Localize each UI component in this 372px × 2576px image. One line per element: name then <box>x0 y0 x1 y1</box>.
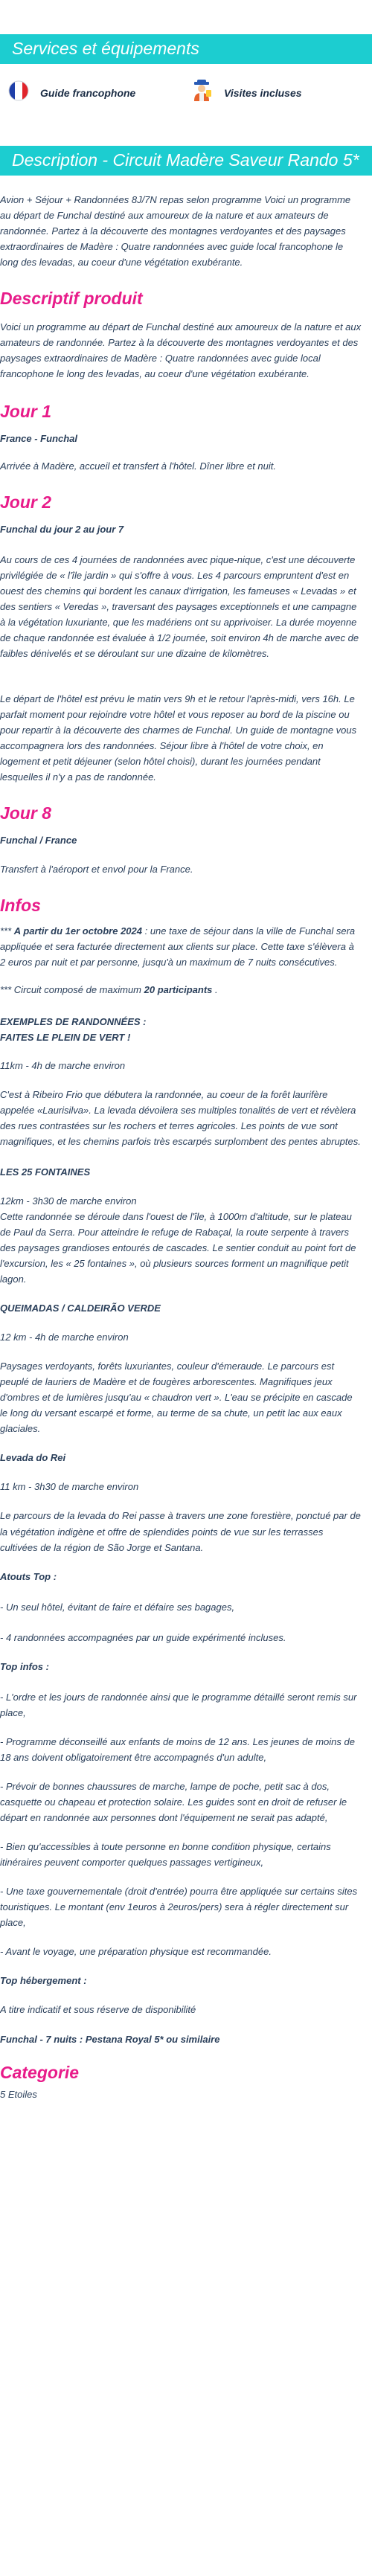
topinfo-item: - Une taxe gouvernementale (droit d'entrée) pourra être appliquée sur certains sites touristiques. Le montant (env 1euros à 2euros/pers) sera à régler directement sur place, <box>0 1886 358 1929</box>
infos-tax-note <box>0 923 362 970</box>
hike-duration: 11km - 4h de marche environ <box>0 1059 126 1071</box>
atout-item: - 4 randonnées accompagnées par un guide expérimenté incluses. <box>0 1631 286 1643</box>
examples-subtitle: FAITES LE PLEIN DE VERT ! <box>0 1032 131 1044</box>
atouts-title: Atouts Top : <box>0 1570 57 1582</box>
infos-participants-count: 20 participants <box>144 984 213 996</box>
day-paragraph: Au cours de ces 4 journées de randonnées avec pique-nique, c'est une découverte privilégiée de « l'île jardin » qui s'offre à vous. Les 4 parcours empruntent d'est en ouest des chemins qui bordent les canaux d'irrigation, les fameuses « Levadas » et des sentiers « Veredas », traversant des paysages exceptionnels et une campagne à la végétation luxuriante, que les madériens ont su apprivoiser. La durée moyenne de chaque randonnée est évaluée à 1/2 journée, soit environ 4h de marche avec de faibles dénivelés et se déroulant sur une dizaine de kilomètres. <box>0 553 359 660</box>
infos-participants-note <box>0 982 362 998</box>
day-paragraph: Arrivée à Madère, accueil et transfert à l'hôtel. Dîner libre et nuit. <box>0 460 276 472</box>
day-title: Jour 1 <box>0 401 52 421</box>
infos-date: A partir du 1er octobre 2024 <box>13 925 142 937</box>
hike-title: Levada do Rei <box>0 1452 66 1464</box>
day-title: Jour 2 <box>0 492 52 512</box>
services-title: Services et équipements <box>0 34 372 64</box>
hike-text: 12km - 3h30 de marche environ Cette randonnée se déroule dans l'ouest de l'île, à 1000m d'altitude, sur le plateau de Paul da Serra. Pour atteindre le refuge de Rabaçal, la route serpente à travers des paysages grandioses entourés de cascades. Le sentier conduit au point fort de l'excursion, les « 25 fontaines », où plusieurs sources forment un magnifique petit lagon. <box>0 1195 356 1285</box>
product-text: Voici un programme au départ de Funchal destiné aux amoureux de la nature et aux amateurs de randonnée. Partez à la découverte des montagnes verdoyantes et des paysages extraordinaires de Madère : Quatre randonnées avec guide local francophone le long des levadas, au coeur d'une végétation exubérante. <box>0 321 362 379</box>
hike-text: C'est à Ribeiro Frio que débutera la randonnée, au coeur de la forêt laurifère appelée «Laurisilva». La levada dévoilera ses multiples tonalités de vert et révèlera des rues contrastées sur les rochers et terres agricoles. Les points de vue sont magnifiques, et les chemins parfois très escarpés surplombent des pentes abruptes. <box>0 1088 361 1147</box>
hike-title: LES 25 FONTAINES <box>0 1166 91 1178</box>
topinfo-item: - L'ordre et les jours de randonnée ainsi que le programme détaillé seront remis sur place, <box>0 1691 357 1718</box>
category-title: Categorie <box>0 2062 80 2082</box>
day-subtitle: France - Funchal <box>0 432 78 444</box>
feature-label: Visites incluses <box>224 87 302 100</box>
day-paragraph: Le départ de l'hôtel est prévu le matin vers 9h et le retour l'après-midi, vers 16h. Le parfait moment pour rejoindre votre hôtel et vous reposer au bord de la piscine ou pour repartir à la découverte des charmes de Funchal. Un guide de montagne vous accompagnera lors des randonnées. Séjour libre à l'hôtel de votre choix, en logement et petit déjeuner (selon hôtel choisi), durant les journées pendant lesquelles il n'y a pas de randonnée. <box>0 693 357 783</box>
services-list <box>0 74 372 113</box>
tourist-guide-icon <box>190 79 214 108</box>
topinfo-item: - Bien qu'accessibles à toute personne en bonne condition physique, certains itinéraires peuvent comporter quelques passages vertigineux, <box>0 1841 331 1869</box>
description-intro: Avion + Séjour + Randonnées 8J/7N repas selon programme Voici un programme au départ de Funchal destiné aux amoureux de la nature et aux amateurs de randonnée. Partez à la découverte des montagnes verdoyantes et des paysages extraordinaires de Madère : Quatre randonnées avec guide local francophone le long des levadas, au coeur d'une végétation exubérante. <box>0 193 351 268</box>
feature-french-guide <box>7 80 190 107</box>
feature-label: Guide francophone <box>40 87 136 100</box>
examples-title: EXEMPLES DE RANDONNÉES : <box>0 1016 147 1028</box>
atout-item: - Un seul hôtel, évitant de faire et défaire ses bagages, <box>0 1601 235 1613</box>
infos-participants-suffix: . <box>212 984 218 996</box>
day-title: Jour 8 <box>0 803 52 823</box>
hike-duration: 11 km - 3h30 de marche environ <box>0 1481 139 1493</box>
product-title: Descriptif produit <box>0 288 143 308</box>
topinfos-title: Top infos : <box>0 1660 49 1672</box>
tophotel-title: Top hébergement : <box>0 1975 87 1987</box>
french-flag-icon <box>7 80 30 107</box>
description-title: Description - Circuit Madère Saveur Rando 5* <box>0 146 372 176</box>
topinfo-item: - Prévoir de bonnes chaussures de marche, lampe de poche, petit sac à dos, casquette ou chapeau et protection solaire. Les guides sont en droit de refuser le départ en randonnée aux personnes dont l'équipement ne serait pas adapté, <box>0 1781 347 1824</box>
infos-participants-prefix: *** Circuit composé de maximum <box>0 984 144 996</box>
category-value: 5 Etoiles <box>0 2089 37 2101</box>
hike-duration: 12 km - 4h de marche environ <box>0 1332 129 1343</box>
day-subtitle: Funchal du jour 2 au jour 7 <box>0 523 124 535</box>
day-paragraph: Transfert à l'aéroport et envol pour la France. <box>0 864 193 876</box>
day-subtitle: Funchal / France <box>0 835 77 847</box>
hotel-line: Funchal - 7 nuits : Pestana Royal 5* ou similaire <box>0 2033 220 2045</box>
feature-visits-included <box>190 79 372 108</box>
hike-title: QUEIMADAS / CALDEIRÃO VERDE <box>0 1303 161 1314</box>
infos-title: Infos <box>0 896 41 916</box>
topinfo-item: - Programme déconseillé aux enfants de moins de 12 ans. Les jeunes de moins de 18 ans doivent obligatoirement être accompagnés d'un adulte, <box>0 1735 355 1763</box>
topinfo-item: - Avant le voyage, une préparation physique est recommandée. <box>0 1946 272 1958</box>
infos-prefix: *** <box>0 925 14 937</box>
tophotel-text: A titre indicatif et sous réserve de disponibilité <box>0 2004 196 2016</box>
hike-text: Le parcours de la levada do Rei passe à travers une zone forestière, ponctué par de la végétation indigène et offre de splendides points de vue sur les terrasses cultivées de la région de São Jorge et Santana. <box>0 1510 361 1553</box>
hike-text: Paysages verdoyants, forêts luxuriantes, couleur d'émeraude. Le parcours est peuplé de lauriers de Madère et de fougères arborescentes. Magnifiques jeux d'ombres et de lumières jusqu'au « chaudron vert ». L'eau se précipite en cascade le long du versant escarpé et forme, au terme de sa chute, un petit lac aux eaux glaciales. <box>0 1361 353 1435</box>
infos-tax-text: : une taxe de séjour dans la ville de Funchal sera appliquée et sera facturée directement aux clients sur place. Cette taxe s'élèvera à 2 euros par nuit et par personne, jusqu'à un maximum de 7 nuits consécutives. <box>0 925 356 969</box>
